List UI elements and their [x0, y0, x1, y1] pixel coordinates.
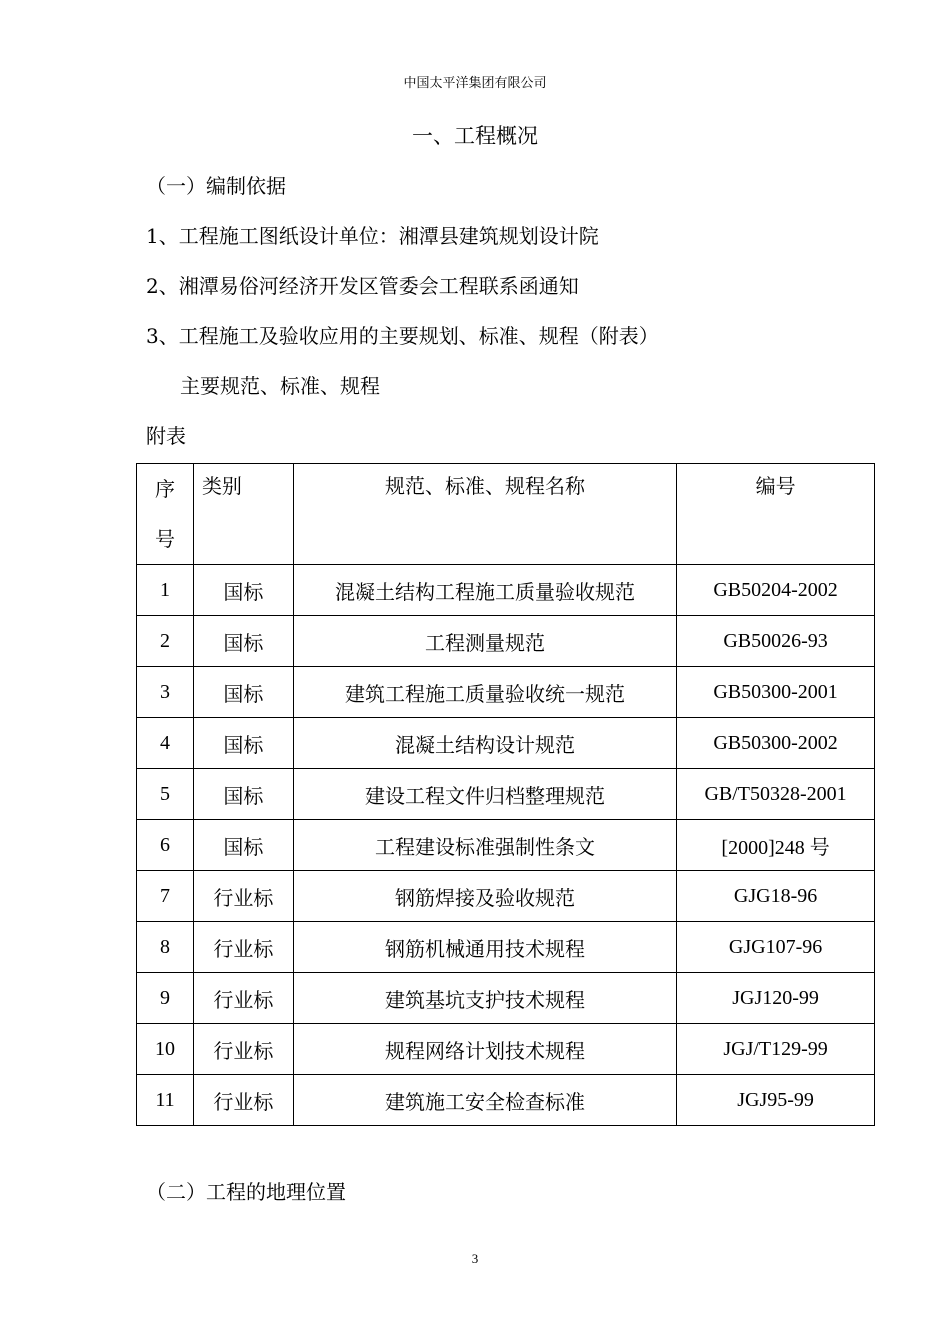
header-code: 编号 [677, 464, 875, 565]
basis-item-2: 2、湘潭易俗河经济开发区管委会工程联系函通知 [146, 274, 579, 298]
row-code: GB50300-2002 [677, 718, 875, 769]
table-row [137, 871, 875, 922]
row-category: 国标 [193, 769, 293, 820]
row-name: 建设工程文件归档整理规范 [293, 769, 676, 820]
row-name: 混凝土结构设计规范 [293, 718, 676, 769]
standards-table [136, 463, 875, 1126]
row-category: 国标 [193, 718, 293, 769]
row-code: GB50300-2001 [677, 667, 875, 718]
row-seq: 2 [137, 616, 194, 667]
row-category: 国标 [193, 667, 293, 718]
row-category: 行业标 [193, 871, 293, 922]
subsection-heading-1: （一）编制依据 [146, 174, 286, 198]
row-code: GB/T50328-2001 [677, 769, 875, 820]
row-seq: 5 [137, 769, 194, 820]
table-row [137, 973, 875, 1024]
page-header: 中国太平洋集团有限公司 [403, 76, 547, 91]
table-row [137, 616, 875, 667]
table-row [137, 667, 875, 718]
section-title: 一、工程概况 [412, 124, 538, 148]
row-code: GB50026-93 [677, 616, 875, 667]
header-name: 规范、标准、规程名称 [293, 464, 676, 565]
row-code: GJG18-96 [677, 871, 875, 922]
header-category: 类别 [193, 464, 293, 565]
row-name: 建筑施工安全检查标准 [293, 1075, 676, 1126]
row-code: JGJ95-99 [677, 1075, 875, 1126]
row-code: JGJ120-99 [677, 973, 875, 1024]
row-name: 建筑基坑支护技术规程 [293, 973, 676, 1024]
table-row [137, 1075, 875, 1126]
row-name: 钢筋机械通用技术规程 [293, 922, 676, 973]
subsection-heading-2: （二）工程的地理位置 [146, 1180, 346, 1204]
table-row [137, 820, 875, 871]
table-caption: 附表 [146, 424, 186, 448]
row-category: 行业标 [193, 1024, 293, 1075]
row-code: GJG107-96 [677, 922, 875, 973]
row-name: 工程测量规范 [293, 616, 676, 667]
row-category: 国标 [193, 616, 293, 667]
table-row [137, 1024, 875, 1075]
basis-item-1: 1、工程施工图纸设计单位：湘潭县建筑规划设计院 [146, 224, 599, 248]
row-category: 行业标 [193, 922, 293, 973]
row-name: 混凝土结构工程施工质量验收规范 [293, 565, 676, 616]
row-category: 国标 [193, 565, 293, 616]
row-seq: 3 [137, 667, 194, 718]
table-row [137, 769, 875, 820]
row-seq: 4 [137, 718, 194, 769]
row-seq: 9 [137, 973, 194, 1024]
row-seq: 10 [137, 1024, 194, 1075]
row-seq: 6 [137, 820, 194, 871]
table-row [137, 922, 875, 973]
row-category: 行业标 [193, 1075, 293, 1126]
row-name: 建筑工程施工质量验收统一规范 [293, 667, 676, 718]
row-seq: 8 [137, 922, 194, 973]
row-seq: 1 [137, 565, 194, 616]
page-number: 3 [471, 1251, 479, 1266]
row-code: JGJ/T129-99 [677, 1024, 875, 1075]
table-row [137, 718, 875, 769]
row-code: [2000]248 号 [677, 820, 875, 871]
row-name: 钢筋焊接及验收规范 [293, 871, 676, 922]
table-row [137, 565, 875, 616]
row-category: 行业标 [193, 973, 293, 1024]
row-code: GB50204-2002 [677, 565, 875, 616]
header-seq: 序号 [137, 464, 194, 565]
row-name: 工程建设标准强制性条文 [293, 820, 676, 871]
basis-item-3: 3、工程施工及验收应用的主要规划、标准、规程（附表） [146, 324, 659, 348]
row-name: 规程网络计划技术规程 [293, 1024, 676, 1075]
row-seq: 11 [137, 1075, 194, 1126]
row-seq: 7 [137, 871, 194, 922]
table-header-row [137, 464, 875, 565]
row-category: 国标 [193, 820, 293, 871]
subheading: 主要规范、标准、规程 [180, 374, 380, 398]
